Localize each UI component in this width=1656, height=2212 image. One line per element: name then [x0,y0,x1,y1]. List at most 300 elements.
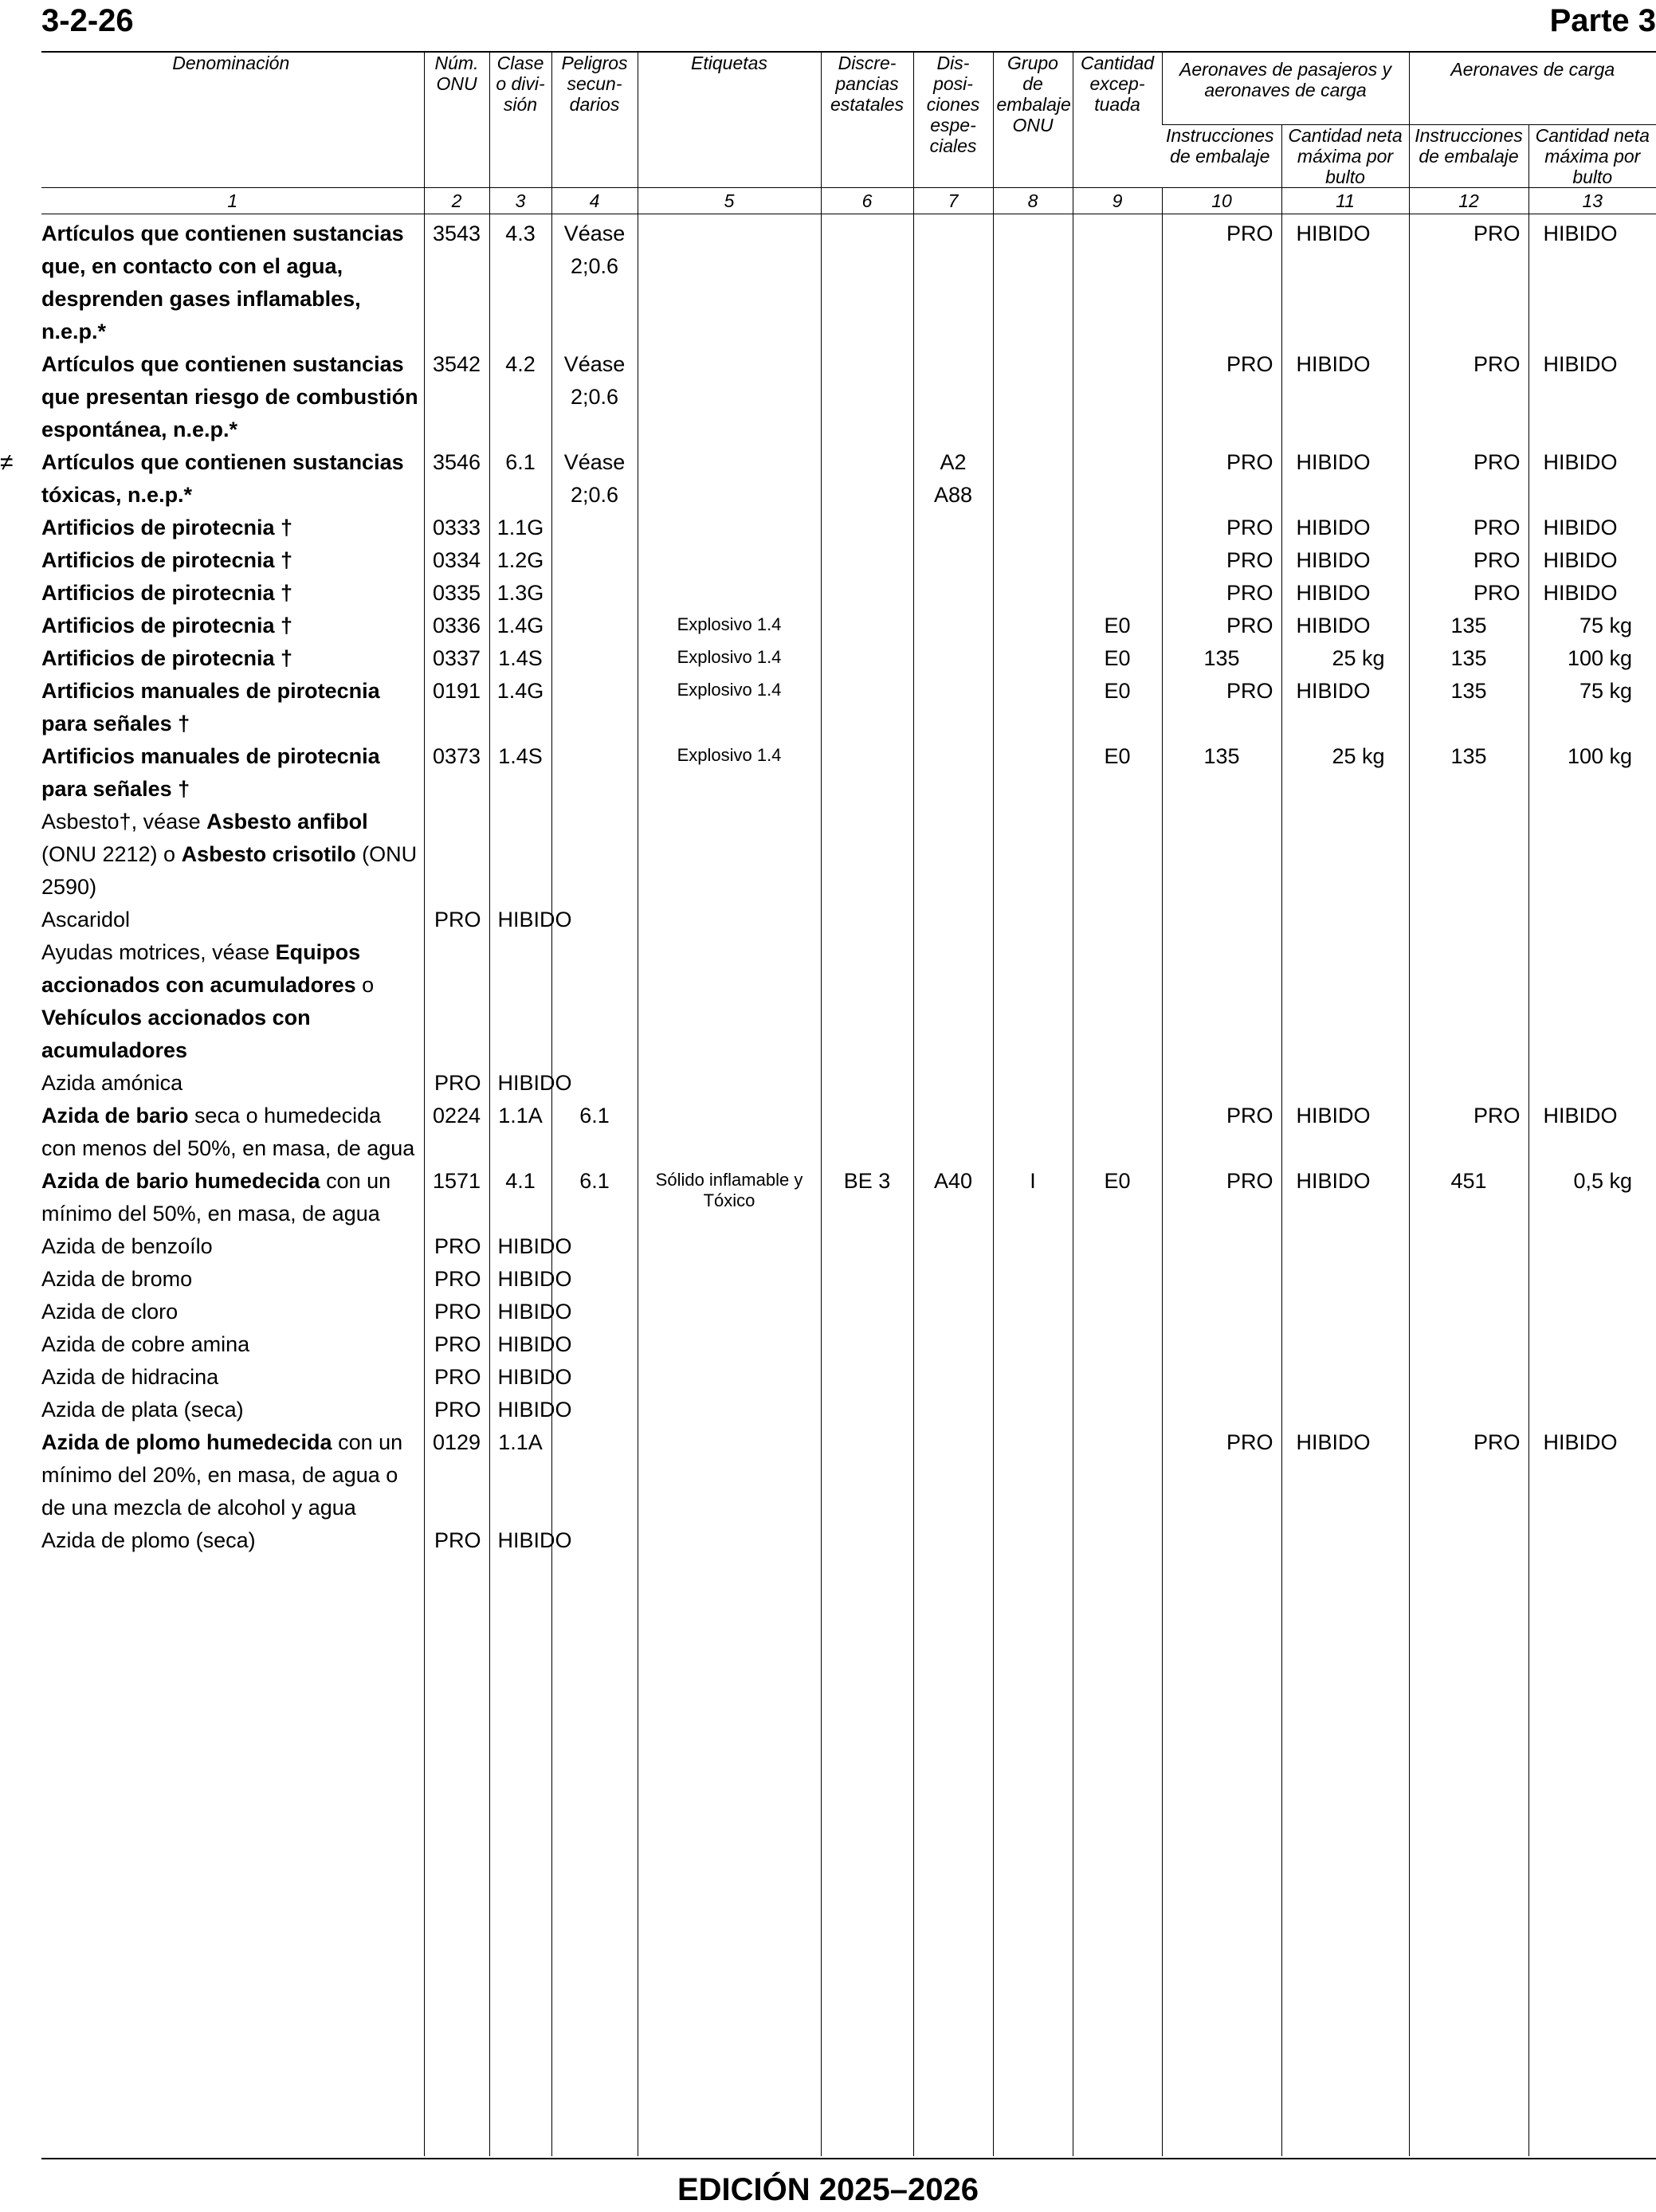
max-qty-cargo-cell [1528,1100,1656,1165]
max-qty-pax-cell [1281,1100,1409,1165]
un-number-cell [424,446,489,512]
un-number-cell [424,1067,489,1100]
filler-cell [913,1557,993,2156]
excepted-quantity-cell [1073,1263,1162,1296]
table-row [41,1328,1656,1361]
prohibited-text-part: PRO [1474,1430,1521,1454]
prohibited-text-part: PRO [1474,581,1521,605]
max-qty-cargo-cell [1528,936,1656,1067]
denominacion-text: Azida de hidracina [41,1365,219,1389]
denominacion-cell [41,1394,424,1426]
packing-group-cell [993,1426,1073,1524]
un-number-cell [424,904,489,936]
prohibited-text-part: HIBIDO [1543,581,1618,605]
class-cell [489,1394,572,1426]
dangerous-goods-table [0,53,1656,2156]
class-cell [489,1426,551,1524]
packing-instr-pax-cell [1162,1524,1281,1557]
class-cell [489,740,551,806]
column-number: 2 [424,188,489,214]
excepted-quantity-cell [1073,936,1162,1067]
packing-instr-pax-cell [1162,1296,1281,1328]
max-qty-pax-cell [1281,642,1409,675]
packing-group-cell [993,1230,1073,1263]
packing-group-cell [993,904,1073,936]
max-qty-cargo-cell-value: 100 kg [1567,646,1633,670]
denominacion-text: Azida amónica [41,1071,183,1095]
excepted-quantity-cell [1073,348,1162,446]
prohibited-text-part: PRO [1226,581,1273,605]
table-row [41,1361,1656,1394]
max-qty-pax-cell [1281,1524,1409,1557]
secondary-hazard-cell-value: 6.1 [579,1104,610,1128]
special-provision-cell [913,512,993,544]
denominacion-text: Azida de plomo humedecida [41,1430,332,1454]
excepted-quantity-cell [1073,1426,1162,1524]
special-provision-cell [913,1394,993,1426]
packing-group-cell [993,1296,1073,1328]
col-header-excepted-quantity: Cantidad excep- tuada [1073,53,1162,188]
state-variation-cell [821,936,913,1067]
packing-group-cell [993,446,1073,512]
class-cell [489,936,551,1067]
packing-instr-pax-cell [1162,610,1281,642]
special-provision-cell-value: A2 A88 [933,450,973,507]
packing-instr-cargo-cell-value: 135 [1450,646,1487,670]
excepted-quantity-cell [1073,1230,1162,1263]
denominacion-cell [41,1296,424,1328]
un-number-cell [424,512,489,544]
state-variation-cell-value: BE 3 [843,1169,891,1193]
prohibited-text-part: PRO [1226,352,1273,376]
labels-cell [638,740,821,806]
labels-cell [638,936,821,1067]
excepted-quantity-cell [1073,1361,1162,1394]
class-cell-value: 1.3G [496,581,544,605]
state-variation-cell [821,1263,913,1296]
excepted-quantity-cell-value: E0 [1104,679,1131,703]
excepted-quantity-cell-value: E0 [1104,1169,1131,1193]
filler-cell [993,1557,1073,2156]
secondary-hazard-cell [551,1100,638,1165]
labels-cell [638,1426,821,1524]
class-cell [489,1524,572,1557]
excepted-quantity-cell [1073,1165,1162,1230]
prohibited-text-part: PRO [434,1234,481,1258]
un-number-cell [424,1361,489,1394]
secondary-hazard-cell [551,740,638,806]
table-row [41,446,1656,512]
special-provision-cell [913,936,993,1067]
packing-instr-cargo-cell [1409,1165,1528,1230]
prohibited-text-part: PRO [434,908,481,931]
class-cell [489,577,551,610]
class-cell [489,1067,572,1100]
un-number-cell-value: 0334 [432,548,481,572]
filler-row [41,1557,1656,2156]
prohibited-text-part: HIBIDO [1543,352,1618,376]
excepted-quantity-cell [1073,806,1162,904]
class-cell [489,1165,551,1230]
prohibited-text-part: PRO [1474,548,1521,572]
state-variation-cell [821,1230,913,1263]
packing-instr-pax-cell [1162,1394,1281,1426]
class-cell-value: 1.2G [496,548,544,572]
packing-group-cell [993,806,1073,904]
prohibited-text-part: HIBIDO [497,1300,572,1324]
max-qty-cargo-cell [1528,642,1656,675]
un-number-cell [424,642,489,675]
secondary-hazard-cell [551,675,638,740]
max-qty-pax-cell [1281,1296,1409,1328]
filler-cell [1281,1557,1409,2156]
prohibited-text-part: PRO [434,1365,481,1389]
denominacion-text: Asbesto anfibol [206,810,368,833]
secondary-hazard-cell-value: Véase 2;0.6 [563,352,626,409]
max-qty-cargo-cell [1528,214,1656,349]
class-cell-value: 1.4S [498,646,543,670]
max-qty-pax-cell [1281,348,1409,446]
max-qty-cargo-cell [1528,610,1656,642]
packing-instr-cargo-cell [1409,1361,1528,1394]
labels-cell [638,1361,821,1394]
prohibited-text-part: PRO [1226,614,1273,637]
labels-cell [638,348,821,446]
excepted-quantity-cell [1073,1067,1162,1100]
max-qty-pax-cell [1281,446,1409,512]
class-cell [489,1230,572,1263]
max-qty-pax-cell [1281,214,1409,349]
table-row [41,214,1656,349]
state-variation-cell [821,544,913,577]
packing-instr-cargo-cell-value: 451 [1450,1169,1487,1193]
un-number-cell [424,348,489,446]
max-qty-cargo-cell [1528,1524,1656,1557]
class-cell [489,1328,572,1361]
state-variation-cell [821,577,913,610]
un-number-cell [424,544,489,577]
un-number-cell-value: 0373 [432,744,481,768]
special-provision-cell [913,1361,993,1394]
prohibited-text-part: HIBIDO [1296,1104,1371,1128]
denominacion-text: Asbesto crisotilo [181,842,356,866]
labels-cell [638,1296,821,1328]
filler-cell [551,1557,638,2156]
packing-group-cell [993,1263,1073,1296]
un-number-cell [424,1296,489,1328]
prohibited-text-part: PRO [1226,1169,1273,1193]
state-variation-cell [821,1067,913,1100]
col-group-passenger-aircraft: Aeronaves de pasajeros y aeronaves de carga [1162,53,1409,125]
denominacion-text: Vehículos accionados con acumuladores [41,1006,311,1062]
packing-instr-pax-cell [1162,512,1281,544]
table-row [41,348,1656,446]
special-provision-cell [913,1230,993,1263]
max-qty-pax-cell [1281,610,1409,642]
col-header-denominacion: Denominación [172,53,290,73]
packing-instr-cargo-cell [1409,610,1528,642]
un-number-cell [424,577,489,610]
prohibited-text-part: HIBIDO [497,1332,572,1356]
col-header-un-number: Núm. ONU [424,53,489,188]
prohibited-text-part: HIBIDO [497,908,572,931]
state-variation-cell [821,806,913,904]
state-variation-cell [821,675,913,740]
un-number-cell-value: 3542 [432,352,481,376]
special-provision-cell [913,1100,993,1165]
class-cell [489,675,551,740]
un-number-cell [424,675,489,740]
denominacion-text: Asbesto†, véase [41,810,207,833]
special-provision-cell [913,740,993,806]
col-header-state-variations: Discre- pancias estatales [821,53,913,188]
state-variation-cell [821,1296,913,1328]
max-qty-cargo-cell-value: 0,5 kg [1573,1169,1633,1193]
un-number-cell-value: 0336 [432,614,481,637]
table-row [41,740,1656,806]
prohibited-text-part: PRO [1226,548,1273,572]
denominacion-cell [41,1263,424,1296]
secondary-hazard-cell-value: 6.1 [579,1169,610,1193]
max-qty-cargo-cell [1528,904,1656,936]
packing-instr-pax-cell [1162,806,1281,904]
excepted-quantity-cell [1073,1296,1162,1328]
special-provision-cell [913,1426,993,1524]
max-qty-pax-cell [1281,1426,1409,1524]
secondary-hazard-cell-value: Véase 2;0.6 [563,222,626,278]
packing-instr-pax-cell [1162,1328,1281,1361]
prohibited-text-part: PRO [434,1071,481,1095]
secondary-hazard-cell [551,446,638,512]
excepted-quantity-cell-value: E0 [1104,744,1131,768]
max-qty-cargo-cell [1528,1165,1656,1230]
max-qty-cargo-cell [1528,1067,1656,1100]
prohibited-text-part: PRO [434,1528,481,1552]
special-provision-cell [913,610,993,642]
prohibited-text-part: HIBIDO [1296,222,1371,245]
denominacion-cell [41,675,424,740]
filler-cell [489,1557,551,2156]
packing-group-cell [993,348,1073,446]
packing-group-cell-value: I [1030,1169,1036,1193]
packing-instr-pax-cell [1162,1230,1281,1263]
special-provision-cell [913,1524,993,1557]
denominacion-text: Artificios manuales de pirotecnia para señales † [41,744,380,801]
denominacion-text: Azida de plomo (seca) [41,1528,256,1552]
packing-instr-pax-cell [1162,1100,1281,1165]
max-qty-cargo-cell [1528,1394,1656,1426]
excepted-quantity-cell [1073,1394,1162,1426]
table-row [41,806,1656,904]
prohibited-text-part: HIBIDO [497,1267,572,1291]
labels-cell [638,1067,821,1100]
secondary-hazard-cell [551,610,638,642]
max-qty-pax-cell [1281,1394,1409,1426]
un-number-cell [424,1524,489,1557]
state-variation-cell [821,1165,913,1230]
max-qty-cargo-cell-value: 100 kg [1567,744,1633,768]
max-qty-cargo-cell [1528,348,1656,446]
table-row [41,1524,1656,1557]
denominacion-text: Ascaridol [41,908,131,931]
un-number-cell-value: 0333 [432,516,481,539]
footer-rule [41,2158,1656,2159]
special-provision-cell [913,675,993,740]
denominacion-cell [41,214,424,349]
denominacion-text: Ayudas motrices, véase [41,940,276,964]
column-number: 5 [638,188,821,214]
un-number-cell-value: 1571 [432,1169,481,1193]
denominacion-cell [41,1426,424,1524]
denominacion-text: o [355,973,375,997]
un-number-cell-value: 0224 [432,1104,481,1128]
packing-instr-cargo-cell [1409,544,1528,577]
denominacion-cell [41,1100,424,1165]
prohibited-text-part: HIBIDO [1296,679,1371,703]
packing-group-cell [993,610,1073,642]
special-provision-cell [913,642,993,675]
column-number: 1 [41,188,424,214]
packing-instr-pax-cell [1162,446,1281,512]
labels-cell [638,610,821,642]
labels-cell [638,446,821,512]
max-qty-pax-cell [1281,577,1409,610]
prohibited-text-part: HIBIDO [1296,614,1371,637]
max-qty-pax-cell [1281,740,1409,806]
max-qty-cargo-cell [1528,1296,1656,1328]
denominacion-text: Azida de bromo [41,1267,193,1291]
state-variation-cell [821,642,913,675]
secondary-hazard-cell [551,214,638,349]
special-provision-cell [913,1328,993,1361]
denominacion-text: Equipos accionados con acumuladores [41,940,361,997]
packing-group-cell [993,642,1073,675]
col-header-special-provisions: Dis- posi- ciones espe- ciales [913,53,993,188]
packing-instr-cargo-cell [1409,1100,1528,1165]
class-cell-value: 1.4G [496,679,544,703]
class-cell [489,1263,572,1296]
col-header-max-qty-pax: Cantidad neta máxima por bulto [1281,125,1409,188]
excepted-quantity-cell [1073,740,1162,806]
max-qty-pax-cell [1281,1263,1409,1296]
un-number-cell [424,1394,489,1426]
labels-cell [638,1328,821,1361]
packing-instr-cargo-cell [1409,904,1528,936]
column-number: 9 [1073,188,1162,214]
packing-instr-cargo-cell [1409,348,1528,446]
filler-cell [424,1557,489,2156]
packing-group-cell [993,1067,1073,1100]
column-number: 8 [993,188,1073,214]
prohibited-text-part: HIBIDO [1296,1169,1371,1193]
prohibited-text-part: PRO [1474,516,1521,539]
packing-instr-cargo-cell [1409,512,1528,544]
max-qty-cargo-cell-value: 75 kg [1579,614,1633,637]
packing-instr-pax-cell [1162,740,1281,806]
filler-cell [1162,1557,1281,2156]
filler-cell [638,1557,821,2156]
special-provision-cell [913,214,993,349]
denominacion-text: Azida de bario [41,1104,189,1128]
col-header-class: Clase o divi- sión [489,53,551,188]
state-variation-cell [821,740,913,806]
packing-instr-cargo-cell [1409,1296,1528,1328]
prohibited-text-part: HIBIDO [1296,450,1371,474]
packing-group-cell [993,740,1073,806]
prohibited-text-part: PRO [1474,352,1521,376]
filler-cell [1528,1557,1656,2156]
prohibited-text-part: PRO [1474,222,1521,245]
packing-group-cell [993,1394,1073,1426]
packing-instr-cargo-cell [1409,1524,1528,1557]
state-variation-cell [821,610,913,642]
col-header-packing-instr-cargo: Instrucciones de embalaje [1409,125,1528,188]
un-number-cell-value: 3546 [432,450,481,474]
class-cell-value: 4.1 [505,1169,536,1193]
packing-group-cell [993,1524,1073,1557]
un-number-cell-value: 0335 [432,581,481,605]
column-number: 3 [489,188,551,214]
excepted-quantity-cell [1073,544,1162,577]
packing-instr-pax-cell-value: 135 [1203,646,1240,670]
class-cell-value: 6.1 [505,450,536,474]
packing-instr-pax-cell [1162,544,1281,577]
un-number-cell [424,1426,489,1524]
max-qty-cargo-cell-value: 75 kg [1579,679,1633,703]
class-cell [489,1296,572,1328]
prohibited-text-part: HIBIDO [1543,222,1618,245]
special-provision-cell [913,544,993,577]
packing-instr-cargo-cell [1409,642,1528,675]
prohibited-text-part: HIBIDO [1543,450,1618,474]
part-title: Parte 3 [1549,3,1656,38]
filler-cell [41,1557,424,2156]
packing-instr-cargo-cell [1409,214,1528,349]
class-cell [489,642,551,675]
prohibited-text-part: HIBIDO [1543,1430,1618,1454]
packing-instr-pax-cell [1162,1165,1281,1230]
max-qty-cargo-cell [1528,1328,1656,1361]
max-qty-pax-cell [1281,675,1409,740]
page-header [41,3,1656,49]
secondary-hazard-cell [551,936,638,1067]
denominacion-cell [41,512,424,544]
un-number-cell [424,1230,489,1263]
denominacion-cell [0,446,424,512]
un-number-cell [424,936,489,1067]
excepted-quantity-cell [1073,1100,1162,1165]
prohibited-text-part: PRO [434,1267,481,1291]
label-text: Explosivo 1.4 [677,680,782,700]
prohibited-text-part: HIBIDO [497,1365,572,1389]
column-number: 10 [1162,188,1281,214]
denominacion-cell [41,806,424,904]
col-header-secondary-hazards: Peligros secun- darios [551,53,638,188]
class-cell [489,1100,551,1165]
labels-cell [638,642,821,675]
max-qty-pax-cell [1281,1067,1409,1100]
special-provision-cell-value: A40 [933,1169,973,1193]
prohibited-text-part: PRO [434,1332,481,1356]
labels-cell [638,904,821,936]
excepted-quantity-cell [1073,642,1162,675]
max-qty-pax-cell-value: 25 kg [1332,744,1385,768]
class-cell-value: 4.3 [505,222,536,245]
packing-instr-pax-cell [1162,936,1281,1067]
table-row [41,610,1656,642]
secondary-hazard-cell [551,642,638,675]
excepted-quantity-cell-value: E0 [1104,646,1131,670]
